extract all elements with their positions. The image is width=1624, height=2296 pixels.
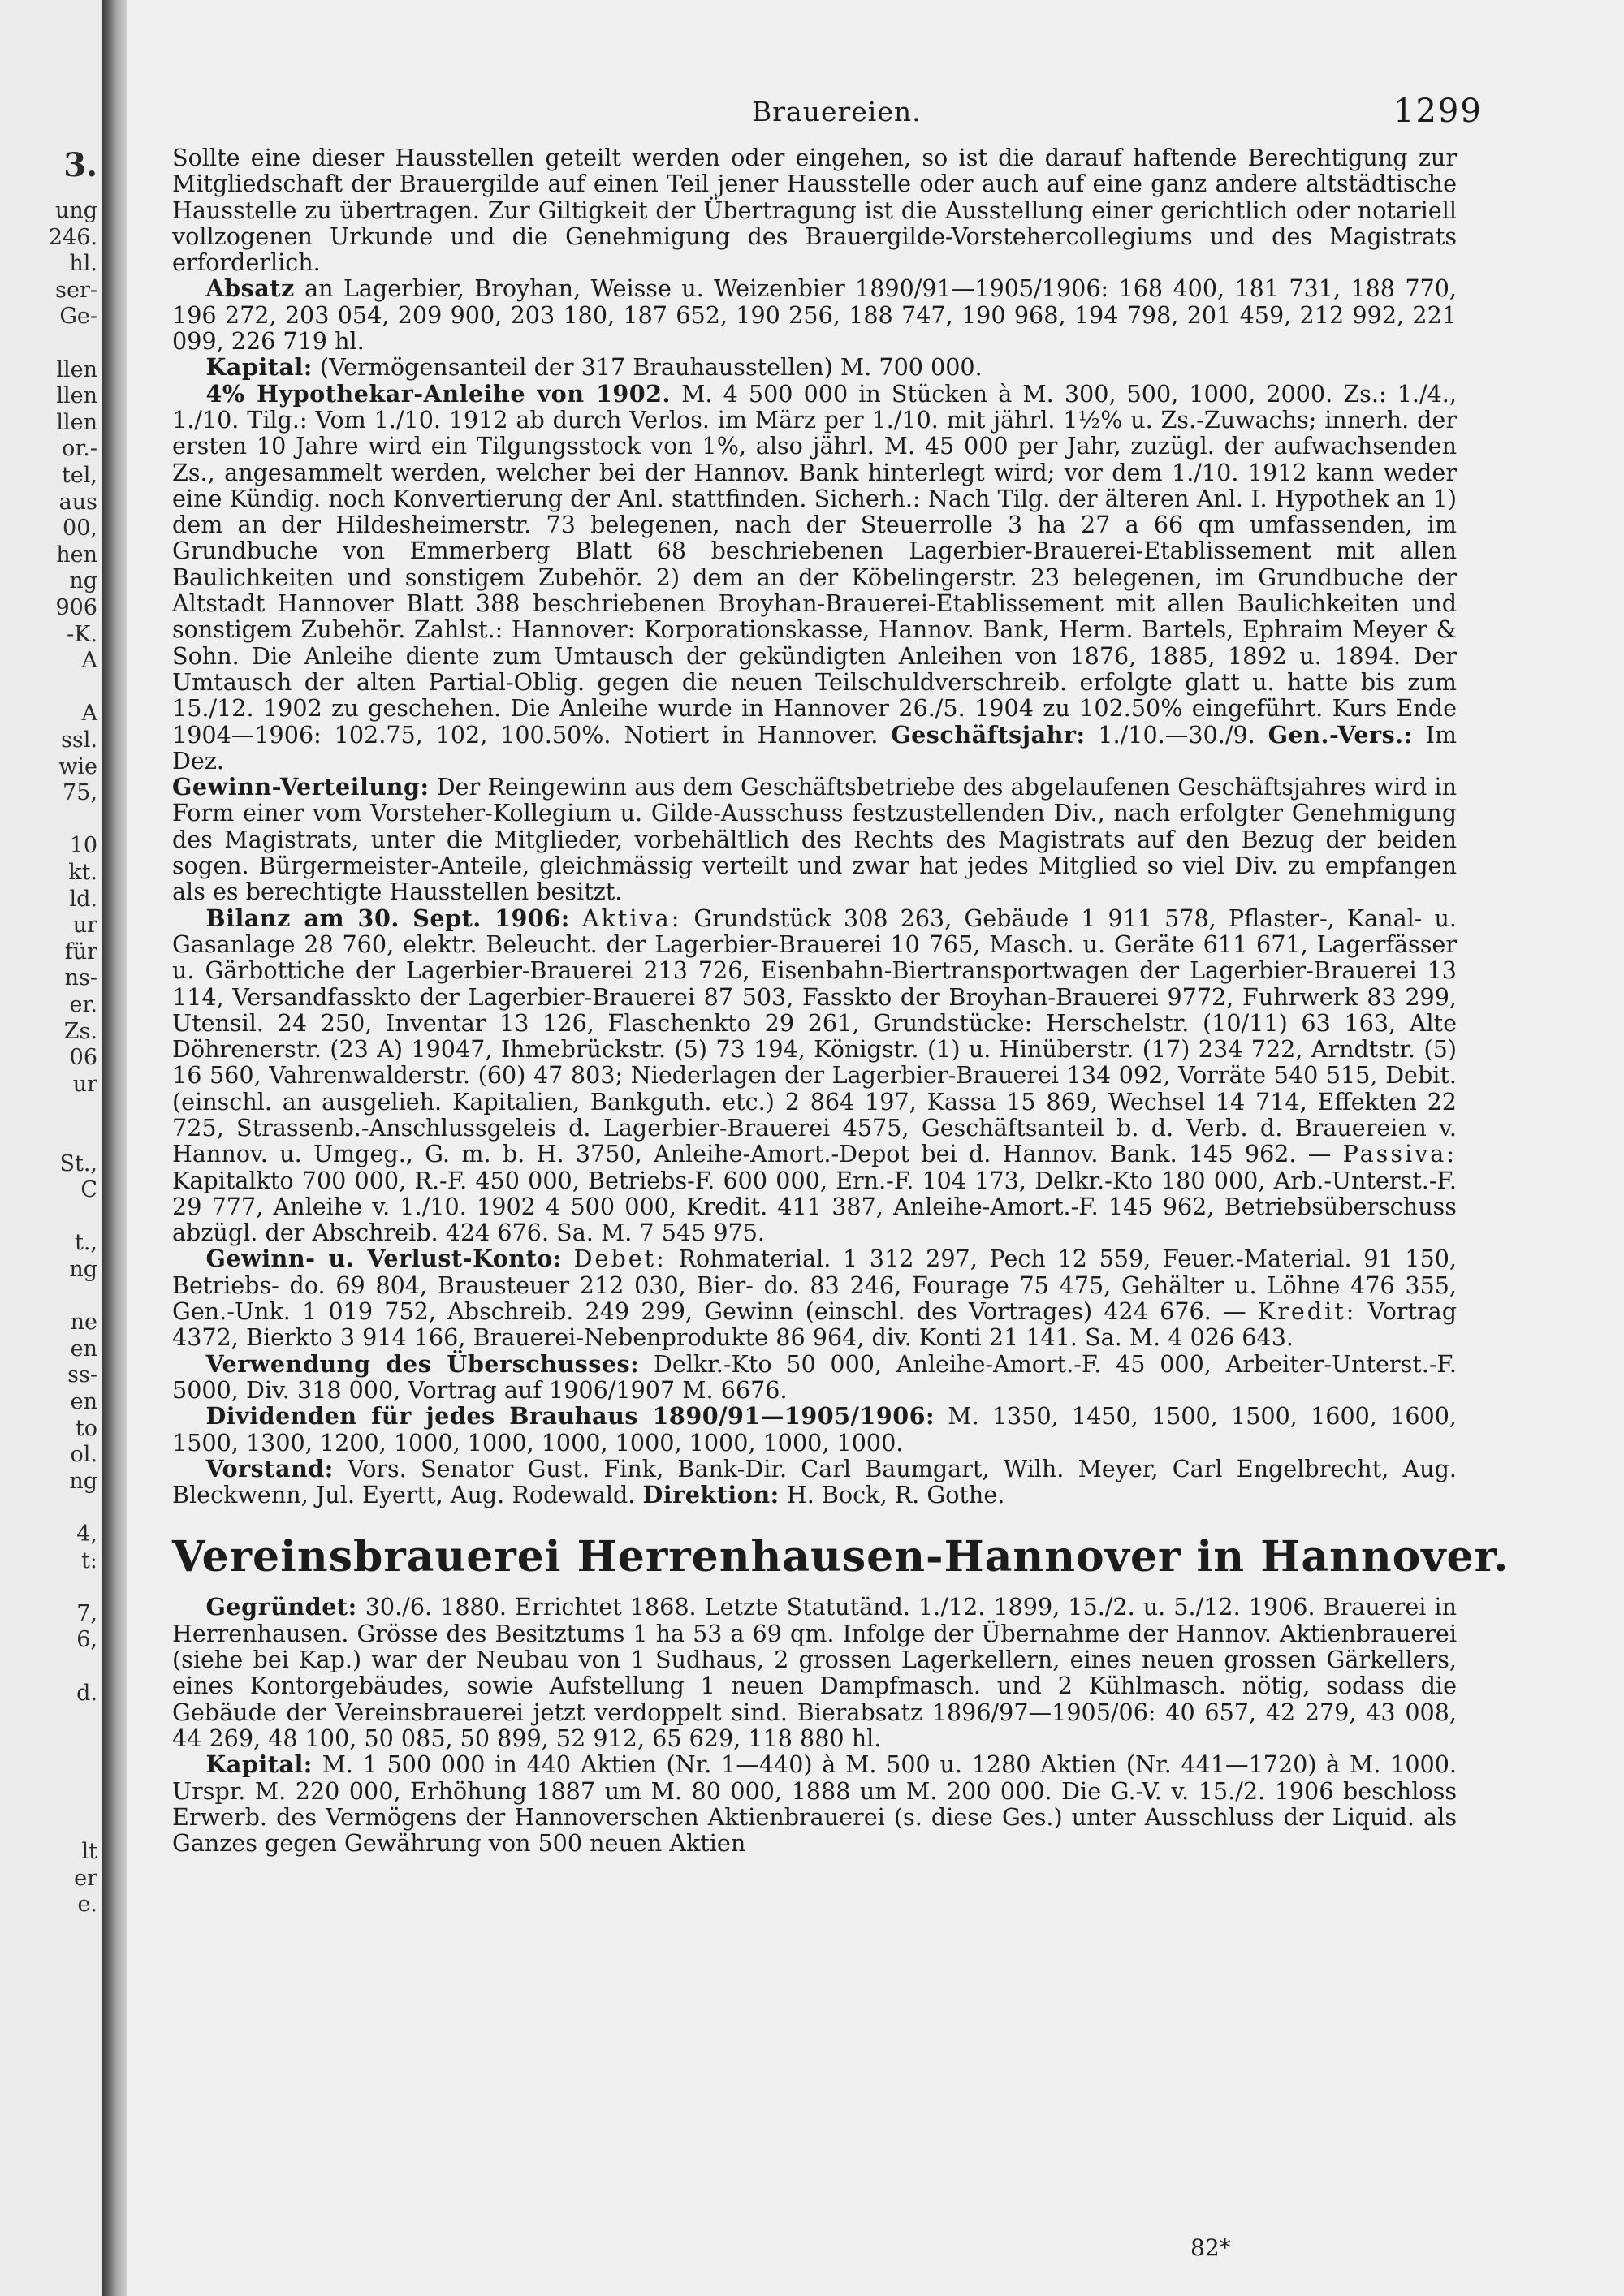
page-number: 1299 bbox=[1393, 93, 1483, 130]
direktion-text: H. Bock, R. Gothe. bbox=[779, 1481, 1005, 1509]
geschaeftsjahr-label: Geschäftsjahr: bbox=[891, 720, 1086, 749]
adjacent-line-fragment: e. bbox=[77, 1892, 97, 1918]
adjacent-line-fragment: A bbox=[81, 701, 97, 727]
adjacent-line-fragment: or.- bbox=[62, 436, 97, 462]
geschaeftsjahr-text: 1./10.—30./9. bbox=[1085, 720, 1268, 749]
paragraph-kapital-2 bbox=[172, 1751, 1457, 1856]
adjacent-line-fragment: 6, bbox=[76, 1627, 97, 1653]
dividenden-text: M. 1350, 1450, 1500, 1500, 1600, 1600, 1500, 1300, 1200, 1000, 1000, 1000, 1000, 1000, 1000, 1000. bbox=[172, 1402, 1457, 1457]
adjacent-page-fragment bbox=[0, 0, 102, 2296]
adjacent-line-fragment: ung bbox=[54, 198, 97, 223]
paragraph-gegruendet bbox=[172, 1594, 1457, 1751]
adjacent-line-fragment: llen bbox=[56, 356, 97, 382]
adjacent-line-fragment: ng bbox=[69, 568, 97, 594]
dividenden-label: Dividenden für jedes Brauhaus 1890/91—1905/1906: bbox=[205, 1402, 935, 1431]
adjacent-line-fragment: tel, bbox=[61, 463, 97, 488]
debet-label: Debet: bbox=[573, 1245, 667, 1273]
adjacent-line-fragment: kt. bbox=[68, 860, 97, 885]
adjacent-line-fragment: hl. bbox=[69, 251, 97, 277]
adjacent-line-fragment: 3. bbox=[63, 146, 97, 184]
adjacent-line-fragment: ur bbox=[72, 1071, 97, 1097]
adjacent-line-fragment: ne bbox=[70, 1310, 97, 1336]
adjacent-line-fragment: wie bbox=[58, 753, 97, 779]
adjacent-line-fragment: aus bbox=[58, 489, 97, 515]
adjacent-line-fragment: 4, bbox=[76, 1521, 97, 1547]
vorstand-text: Vors. Senator Gust. Fink, Bank-Dir. Carl Baumgart, Wilh. Meyer, Carl Engelbrecht, Aug. Bleckwenn, Jul. Eyertt, Aug. Rodewald. bbox=[172, 1454, 1457, 1509]
adjacent-line-fragment: t: bbox=[81, 1547, 97, 1573]
gen-vers-text: Im Dez. bbox=[172, 720, 1457, 775]
adjacent-line-fragment: ser- bbox=[55, 277, 97, 303]
gewinn-verteilung-text: Der Reingewinn aus dem Geschäftsbetriebe des abgelaufenen Geschäftsjahres wird in Form einer vom Vorsteher-Kollegium u. Gilde-Ausschuss festzustellenden Div., nach erfolgter Genehmigung des Magistrats, unter die Mitglieder, vorbehältlich des Rechts des Magistrats auf den Bezug der beiden sogen. Bürgermeister-Anteile, gleichmässig verteilt und zwar hat jedes Mitglied so viel Div. zu empfangen als es berechtigte Hausstellen besitzt. bbox=[172, 773, 1457, 906]
gen-vers-label: Gen.-Vers.: bbox=[1268, 720, 1413, 749]
adjacent-line-fragment: 75, bbox=[63, 780, 97, 806]
paragraph-gewinn-verteilung bbox=[172, 774, 1457, 904]
adjacent-line-fragment: ur bbox=[72, 913, 97, 939]
adjacent-line-fragment: 906 bbox=[55, 595, 97, 620]
adjacent-line-fragment: ng bbox=[69, 1468, 97, 1494]
verwendung-text: Delkr.-Kto 50 000, Anleihe-Amort.-F. 45 000, Arbeiter-Unterst.-F. 5000, Div. 318 000, Vortrag auf 1906/1907 M. 6676. bbox=[172, 1349, 1457, 1404]
adjacent-line-fragment: Ge- bbox=[59, 304, 97, 330]
page-content bbox=[172, 144, 1510, 1858]
adjacent-line-fragment: ssl. bbox=[61, 727, 97, 753]
paragraph-hypothekar-anleihe bbox=[172, 381, 1457, 774]
adjacent-line-fragment: Zs. bbox=[63, 1018, 97, 1044]
guv-label: Gewinn- u. Verlust-Konto: bbox=[205, 1245, 562, 1273]
adjacent-line-fragment: lt bbox=[81, 1839, 97, 1865]
kredit-label: Kredit: bbox=[1257, 1297, 1357, 1326]
adjacent-line-fragment: llen bbox=[56, 383, 97, 409]
paragraph-verwendung bbox=[172, 1351, 1457, 1404]
adjacent-line-fragment: er bbox=[74, 1865, 97, 1891]
passiva-label: Passiva: bbox=[1342, 1140, 1457, 1168]
hypothek-label: 4% Hypothekar-Anleihe von 1902. bbox=[205, 379, 671, 408]
hypothek-text: M. 4 500 000 in Stücken à M. 300, 500, 1000, 2000. Zs.: 1./4., 1./10. Tilg.: Vom 1./10. 1912 ab durch Verlos. im März per 1./10. mit jährl. 1½% u. Zs.-Zuwachs; innerh. der ersten 10 Jahre wird ein Tilgungsstock von 1%, also jährl. M. 45 000 per Jahr, zuzügl. der aufwachsenden Zs., angesammelt werden, welcher bei der Hannov. Bank hinterlegt wird; vor dem 1./10. 1912 kann weder eine Kündig. noch Konvertierung der Anl. stattfinden. Sicherh.: Nach Tilg. der älteren Anl. I. Hypothek an 1) dem an der Hildesheimerstr. 73 belegenen, nach der Steuerrolle 3 ha 27 a 66 qm umfassenden, im Grundbuche von Emmerberg Blatt 68 beschriebenen Lagerbier-Brauerei-Etablissement mit allen Baulichkeiten und sonstigem Zubehör. 2) dem an der Köbelingerstr. 23 belegenen, im Grundbuche der Altstadt Hannover Blatt 388 beschriebenen Broyhan-Brauerei-Etablissement mit allen Baulichkeiten und sonstigem Zubehör. Zahlst.: Hannover: Korporationskasse, Hannov. Bank, Herm. Bartels, Ephraim Meyer & Sohn. Die Anleihe diente zum Umtausch der gekündigten Anleihen von 1876, 1885, 1892 u. 1894. Der Umtausch der alten Partial-Oblig. gegen die neuen Teilschuldverschreib. erfolgte glatt u. hatte bis zum 15./12. 1902 zu geschehen. Die Anleihe wurde in Hannover 26./5. 1904 zu 102.50% eingeführt. Kurs Ende 1904—1906: 102.75, 102, 100.50%. Notiert in Hannover. bbox=[172, 379, 1457, 749]
adjacent-line-fragment: t., bbox=[74, 1230, 97, 1256]
adjacent-line-fragment: ld. bbox=[69, 886, 97, 912]
direktion-label: Direktion: bbox=[642, 1481, 780, 1509]
company-heading: Vereinsbrauerei Herrenhausen-Hannover in Hannover. bbox=[172, 1532, 1510, 1582]
paragraph-bilanz bbox=[172, 905, 1457, 1246]
paragraph-dividenden bbox=[172, 1403, 1457, 1456]
adjacent-line-fragment: St., bbox=[59, 1150, 97, 1176]
paragraph-hausstellen: Sollte eine dieser Hausstellen geteilt werden oder eingehen, so ist die darauf haftende Berechtigung zur Mitgliedschaft der Brauergilde auf einen Teil jener Hausstelle oder auch auf eine ganz andere altstädtische Hausstelle zu übertragen. Zur Giltigkeit der Übertragung ist die Ausstellung einer gerichtlich oder notariell vollzogenen Urkunde und die Genehmigung des Brauergilde-Vorstehercollegiums und des Magistrats erforderlich. bbox=[172, 144, 1457, 277]
adjacent-line-fragment: 246. bbox=[48, 224, 97, 250]
vorstand-label: Vorstand: bbox=[205, 1454, 334, 1482]
verwendung-label: Verwendung des Überschusses: bbox=[205, 1349, 640, 1378]
aktiva-text: Grundstück 308 263, Gebäude 1 911 578, Pflaster-, Kanal- u. Gasanlage 28 760, elektr. Beleucht. der Lagerbier-Brauerei 10 765, Masch. u. Geräte 611 671, Lagerfässer u. Gärbottiche der Lagerbier-Brauerei 213 726, Eisenbahn-Biertransportwagen der Lagerbier-Brauerei 13 114, Versandfasskto der Lagerbier-Brauerei 87 503, Fasskto der Broyhan-Brauerei 9772, Fuhrwerk 83 299, Utensil. 24 250, Inventar 13 126, Flaschenkto 29 261, Grundstücke: Herschelstr. (10/11) 63 163, Alte Döhrenerstr. (23 A) 19047, Ihmebrückstr. (5) 73 194, Königstr. (1) u. Hinüberstr. (17) 234 722, Arndtstr. (5) 16 560, Vahrenwalderstr. (60) 47 803; Niederlagen der Lagerbier-Brauerei 134 092, Vorräte 540 515, Debit. (einschl. an ausgelieh. Kapitalien, Bankguth. etc.) 2 864 197, Kassa 15 869, Wechsel 14 714, Effekten 22 725, Strassenb.-Anschlussgeleis d. Lagerbier-Brauerei 4575, Geschäftsanteil b. d. Verb. d. Brauereien v. Hannov. u. Umgeg., G. m. b. H. 3750, Anleihe-Amort.-Depot bei d. Hannov. Bank. 145 962. — bbox=[172, 904, 1458, 1168]
gegruendet-text: 30./6. 1880. Errichtet 1868. Letzte Statutänd. 1./12. 1899, 15./2. u. 5./12. 1906. Brauerei in Herrenhausen. Grösse des Besitztums 1 ha 53 a 69 qm. Infolge der Übernahme der Hannov. Aktienbrauerei (siehe bei Kap.) war der Neubau von 1 Sudhaus, 2 grossen Lagerkellern, eines neuen grossen Gärkellers, eines Kontorgebäudes, sowie Aufstellung 1 neuen Dampfmasch. und 2 Kühlmasch. nötig, sodass die Gebäude der Vereinsbrauerei jetzt verdoppelt sind. Bierabsatz 1896/97—1905/06: 40 657, 42 279, 43 008, 44 269, 48 100, 50 085, 50 899, 52 912, 65 629, 118 880 hl. bbox=[172, 1593, 1457, 1752]
book-gutter bbox=[102, 0, 127, 2296]
adjacent-line-fragment: 10 bbox=[69, 833, 97, 859]
gewinn-verteilung-label: Gewinn-Verteilung: bbox=[172, 773, 430, 801]
adjacent-line-fragment: ss- bbox=[67, 1362, 97, 1388]
adjacent-line-fragment: ng bbox=[69, 1257, 97, 1282]
page bbox=[127, 0, 1624, 2296]
kapital-label: Kapital: bbox=[205, 353, 313, 382]
adjacent-line-fragment: -K. bbox=[67, 621, 97, 647]
adjacent-line-fragment: ns- bbox=[64, 965, 97, 991]
adjacent-line-fragment: d. bbox=[76, 1680, 97, 1706]
paragraph-vorstand bbox=[172, 1456, 1457, 1508]
aktiva-label: Aktiva: bbox=[581, 904, 682, 932]
adjacent-line-fragment: 06 bbox=[69, 1045, 97, 1071]
absatz-text: an Lagerbier, Broyhan, Weisse u. Weizenbier 1890/91—1905/1906: 168 400, 181 731, 188 770, 196 272, 203 054, 209 900, 203 180, 187 652, 190 256, 188 747, 190 968, 194 798, 201 459, 212 992, 221 099, 226 719 hl. bbox=[172, 274, 1457, 356]
adjacent-line-fragment: 00, bbox=[63, 516, 97, 542]
kapital-text: (Vermögensanteil der 317 Brauhausstellen) M. 700 000. bbox=[312, 353, 983, 382]
bilanz-label: Bilanz am 30. Sept. 1906: bbox=[205, 904, 570, 932]
paragraph-gewinn-verlust-konto bbox=[172, 1245, 1457, 1350]
adjacent-line-fragment: C bbox=[80, 1177, 97, 1203]
running-head: Brauereien. bbox=[752, 96, 922, 127]
adjacent-line-fragment: A bbox=[81, 648, 97, 674]
adjacent-line-fragment: llen bbox=[56, 409, 97, 435]
kapital-2-text: M. 1 500 000 in 440 Aktien (Nr. 1—440) à M. 500 u. 1280 Aktien (Nr. 441—1720) à M. 1000. Urspr. M. 220 000, Erhöhung 1887 um M. 80 000, 1888 um M. 200 000. Die G.-V. v. 15./2. 1906 beschloss Erwerb. des Vermögens der Hannoverschen Aktienbrauerei (s. diese Ges.) unter Ausschluss der Liquid. als Ganzes gegen Gewährung von 500 neuen Aktien bbox=[172, 1750, 1457, 1858]
adjacent-line-fragment: für bbox=[64, 939, 97, 965]
adjacent-line-fragment: hen bbox=[56, 542, 97, 568]
paragraph-kapital bbox=[172, 354, 1457, 380]
adjacent-line-fragment: ol. bbox=[70, 1442, 97, 1468]
passiva-text: Kapitalkto 700 000, R.-F. 450 000, Betriebs-F. 600 000, Ern.-F. 104 173, Delkr.-Kto 180 000, Arb.-Unterst.-F. 29 777, Anleihe v. 1./10. 1902 4 500 000, Kredit. 411 387, Anleihe-Amort.-F. 145 962, Betriebsüberschuss abzügl. der Abschreib. 424 676. Sa. M. 7 545 975. bbox=[172, 1166, 1457, 1247]
adjacent-line-fragment: 7, bbox=[76, 1600, 97, 1626]
kapital-2-label: Kapital: bbox=[205, 1750, 313, 1779]
debet-text: Rohmaterial. 1 312 297, Pech 12 559, Feuer.-Material. 91 150, Betriebs- do. 69 804, Brausteuer 212 030, Bier- do. 83 246, Fourage 75 475, Gehälter u. Löhne 476 355, Gen.-Unk. 1 019 752, Abschreib. 249 299, Gewinn (einschl. des Vortrages) 424 676. — bbox=[172, 1245, 1457, 1326]
adjacent-line-fragment: er. bbox=[69, 992, 97, 1017]
adjacent-line-fragment: to bbox=[75, 1415, 97, 1441]
gegruendet-label: Gegründet: bbox=[205, 1593, 357, 1621]
adjacent-line-fragment: en bbox=[70, 1389, 97, 1414]
adjacent-line-fragment: en bbox=[70, 1336, 97, 1362]
signature-mark: 82* bbox=[1190, 2234, 1231, 2261]
kredit-text: Vortrag 4372, Bierkto 3 914 166, Brauerei-Nebenprodukte 86 964, div. Konti 21 141. Sa. M. 4 026 643. bbox=[172, 1297, 1457, 1352]
absatz-label: Absatz bbox=[205, 274, 295, 303]
paragraph-absatz bbox=[172, 275, 1457, 354]
